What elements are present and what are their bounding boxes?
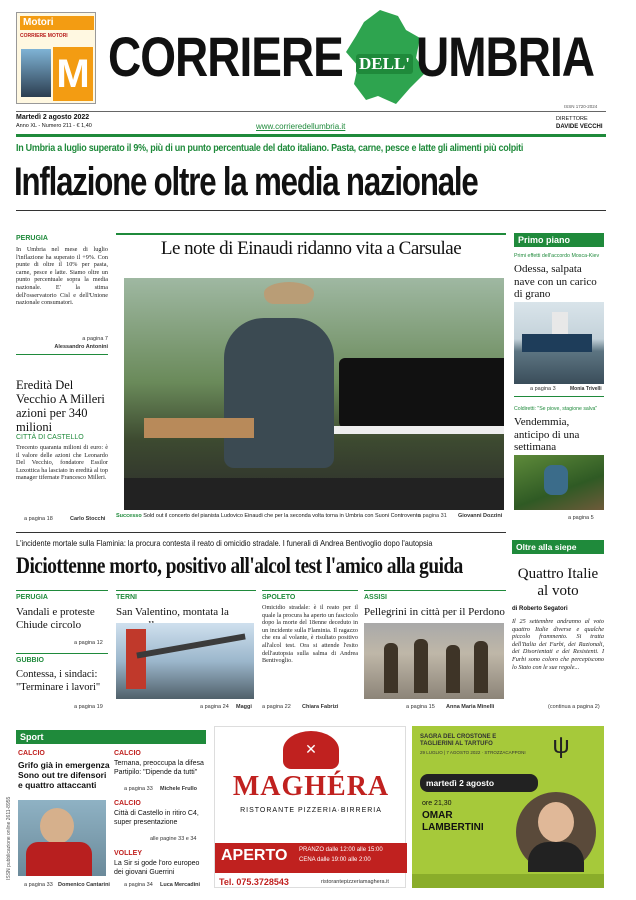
marimba-shape — [144, 418, 254, 438]
grifo-photo — [18, 800, 106, 876]
right-kicker2: Coldiretti: "Se piove, stagione salva" — [514, 406, 598, 412]
issue-date: Martedì 2 agosto 2022 — [16, 114, 90, 121]
primo-piano-tab[interactable]: Primo piano — [514, 233, 604, 247]
einaudi-photo — [124, 278, 504, 510]
passerella-photo — [116, 623, 254, 699]
sport-c-ref[interactable]: alle pagine 33 e 34 — [150, 836, 197, 842]
c1b-sec: GUBBIO — [16, 657, 44, 664]
mid-headline[interactable]: Diciottenne morto, positivo all'alcol test l'amico alla guida — [16, 553, 463, 578]
sport-d-hl[interactable]: La Sir si gode l'oro europeo dei giovani Guerrini — [114, 860, 200, 876]
logo-corriere: CORRIERE — [108, 25, 343, 89]
sport-b-sec: CALCIO — [114, 750, 141, 757]
c3-rule — [262, 590, 358, 591]
sport-b-hl[interactable]: Ternana, preoccupa la difesa Partipilo: "Dipende da tutti" — [114, 760, 204, 776]
bridge-beam — [136, 633, 245, 658]
piano-keys — [334, 426, 504, 434]
c3-sec: SPOLETO — [262, 594, 296, 601]
left-text1: In Umbria nel mese di luglio l'inflazione ha superato il +9%. Con punte di oltre il 10% per pasta, carne, pesce e latte. Siamo oltre un punto percentuale sopra la media nazionale. E' la stima dell'osservatorio Cisl e dell'Unione nazionale consumatori. — [16, 246, 108, 307]
maghera-name: MAGHÉRA — [232, 771, 390, 802]
fork-icon: ψ — [552, 732, 570, 759]
right-rule — [514, 396, 604, 397]
left-text2: Trecento quaranta milioni di euro: è il valore delle azioni che Leonardo Del Vecchio, fondatore Essilor Luxottica ha lasciato in eredità al top manager tifernate Francesco Milleri. — [16, 444, 108, 482]
paper-logo[interactable] — [104, 18, 604, 98]
c1b-rule — [16, 653, 108, 654]
stage-floor — [124, 478, 504, 510]
right-ref1-author: Monia Trivelli — [570, 386, 602, 392]
oltre-ref[interactable]: (continua a pagina 2) — [548, 704, 600, 710]
piano-body — [339, 358, 504, 428]
center-headline[interactable]: Le note di Einaudi ridanno vita a Carsulae — [160, 238, 462, 259]
left-ref2-page[interactable]: a pagina 18 — [24, 516, 53, 522]
sport-a-hl[interactable]: Grifo già in emergenza Sono out tre difensori e quattro attaccanti — [18, 760, 110, 790]
masthead-green-rule — [16, 134, 606, 137]
maghera-site[interactable]: ristorantepizzeriamaghera.it — [321, 879, 389, 885]
c4-ref-author: Anna Maria Minelli — [446, 704, 495, 710]
c1-ref[interactable]: a pagina 12 — [74, 640, 103, 646]
website-link[interactable]: www.corrieredellumbria.it — [256, 122, 346, 131]
c1-sec: PERUGIA — [16, 594, 48, 601]
right-ref1-page[interactable]: a pagina 3 — [530, 386, 556, 392]
sport-b-ref-author: Michele Frullo — [160, 786, 197, 792]
sagra-date-badge: martedì 2 agosto — [420, 774, 538, 792]
oltre-author: di Roberto Segatori — [512, 606, 568, 612]
sport-a-sec: CALCIO — [18, 750, 45, 757]
logo-umbria: UMBRIA — [416, 25, 594, 89]
lead-rule — [16, 210, 606, 211]
sport-b-ref-page[interactable]: a pagina 33 — [124, 786, 153, 792]
coach-head — [40, 808, 74, 844]
left-hl2[interactable]: Eredità Del Vecchio A Milleri azioni per 340 milioni — [16, 378, 105, 434]
sport-d-ref-page[interactable]: a pagina 34 — [124, 882, 153, 888]
lead-headline[interactable]: Inflazione oltre la media nazionale — [14, 160, 478, 204]
c3-text: Omicidio stradale: è il reato per il quale la procura ha aperto un fascicolo dopo la morte del 18enne deceduto in un incidente sulla Flaminia. Il ragazzo che era al volante, è risultato positivo all'alcol test. Ora si attende l'esito dell'autopsia sulla salma di Andrea Bentivoglio. — [262, 604, 358, 665]
sport-tab[interactable]: Sport — [16, 730, 206, 744]
c1b-hl[interactable]: Contessa, i sindaci: "Terminare i lavori" — [16, 669, 101, 693]
coach-shirt — [26, 842, 92, 876]
friar-figure-3 — [446, 645, 460, 693]
mid-kicker: L'incidente mortale sulla Flaminia: la procura contesta il reato di omicidio stradale. I funerali di Andrea Bentivoglio dopo l'autopsia — [16, 538, 433, 548]
left-sec2: CITTÀ DI CASTELLO — [16, 434, 84, 441]
caption-label: Successo — [116, 513, 142, 519]
sagra-footer — [412, 874, 604, 888]
sagra-ad[interactable] — [412, 726, 604, 888]
motori-badge[interactable] — [16, 12, 96, 104]
hat-shape — [264, 282, 314, 304]
oltre-tab[interactable]: Oltre alla siepe — [512, 540, 604, 554]
c2-hl[interactable]: San Valentino, montata la — [116, 606, 229, 618]
motori-title: Motori — [20, 16, 94, 30]
c1-hl[interactable]: Vandali e proteste Chiude circolo — [16, 606, 95, 631]
maghera-ad[interactable] — [214, 726, 406, 888]
c2-ref-page[interactable]: a pagina 24 — [200, 704, 229, 710]
center-ref-author: Giovanni Dozzini — [458, 513, 503, 519]
center-ref-page[interactable]: a pagina 31 — [418, 513, 447, 519]
crane-shape — [126, 629, 146, 689]
cutlery-icon: ✕ — [305, 741, 317, 757]
center-caption — [116, 513, 516, 519]
c3-ref-page[interactable]: a pagina 22 — [262, 704, 291, 710]
c1b-ref[interactable]: a pagina 19 — [74, 704, 103, 710]
artist-photo — [516, 792, 596, 872]
ship-bridge — [552, 312, 568, 334]
maghera-sub: RISTORANTE PIZZERIA·BIRRERIA — [240, 807, 382, 814]
right-kicker1: Primi effetti dell'accordo Mosca-Kiev — [514, 253, 600, 259]
sport-d-ref-author: Luca Mercadini — [160, 882, 201, 888]
maghera-hours1: PRANZO dalle 12:00 alle 15:00 — [299, 847, 383, 853]
left-ref2-author: Carlo Stocchi — [70, 516, 106, 522]
sport-c-hl[interactable]: Città di Castello in ritiro C4, super presentazione — [114, 810, 199, 826]
sport-a-ref-author: Domenico Cantarini — [58, 882, 110, 888]
c1-rule — [16, 590, 108, 591]
left-sec1: PERUGIA — [16, 235, 48, 242]
mid-rule — [16, 532, 506, 533]
sagra-time: ore 21,30 — [422, 800, 452, 807]
artist-jacket — [528, 842, 584, 872]
sport-d-sec: VOLLEY — [114, 850, 143, 857]
issue-number: Anno XL - Numero 211 - € 1,40 — [16, 123, 92, 129]
pianist-figure — [224, 318, 334, 468]
motori-m-logo: M — [53, 47, 93, 101]
masthead-rule — [16, 111, 606, 112]
maghera-phone: Tel. 075.3728543 — [219, 877, 289, 887]
maghera-hours2: CENA dalle 19:00 alle 2:00 — [299, 857, 371, 863]
issn: ISSN 1720-2024 — [564, 104, 598, 109]
c4-hl[interactable]: Pellegrini in città per il Perdono — [364, 606, 505, 618]
artist-face — [538, 802, 574, 842]
ship-photo — [514, 302, 604, 384]
director-label: DIRETTORE — [556, 116, 588, 122]
sport-a-ref-page[interactable]: a pagina 33 — [24, 882, 53, 888]
c4-ref-page[interactable]: a pagina 15 — [406, 704, 435, 710]
c2-ref-author: Maggi — [236, 704, 252, 710]
right-hl1[interactable]: Odessa, salpata nave con un carico di grano — [514, 263, 597, 300]
c2-rule — [116, 590, 256, 591]
director-name: DAVIDE VECCHI — [556, 124, 603, 130]
oltre-hl[interactable]: Quattro Italie al voto — [517, 566, 599, 599]
pellegrini-photo — [364, 623, 504, 699]
c4-sec: ASSISI — [364, 594, 387, 601]
motori-sub: CORRIERE MOTORI — [20, 33, 68, 39]
vineyard-photo — [514, 455, 604, 510]
c2-sec: TERNI — [116, 594, 137, 601]
side-issn: ISSN pubblicazione online 2611-8955 — [6, 796, 12, 880]
maghera-open: APERTO — [221, 847, 288, 864]
oltre-text: Il 25 settembre andranno al voto quattro Italie diverse e qualche piccolo frammento. Si tratta dell'Italia dei Furbi, dei Razionali, dei Disorientati e dei Resistenti. I Furbi sono coloro che percepiscono lo Stato con le sue regole... — [512, 618, 604, 671]
sagra-title: SAGRA DEL CROSTONE E TAGLIERINI AL TARTUFO — [420, 734, 497, 747]
ship-hull — [522, 334, 592, 352]
left-ref1-page[interactable]: a pagina 7 — [82, 336, 108, 342]
lead-kicker: In Umbria a luglio superato il 9%, più di un punto percentuale del dato italiano. Pasta, carne, pesce e latte gli alimenti più colpiti — [16, 143, 524, 154]
worker-figure — [544, 465, 568, 495]
motori-car-image — [21, 49, 51, 97]
caption-text: Sold out il concerto del pianista Ludovico Einaudi che per la seconda volta torna in Umbria con Suoni Controvento — [143, 513, 421, 519]
center-top-rule — [116, 233, 506, 235]
sagra-artist1: OMAR — [422, 810, 453, 821]
sport-c-sec: CALCIO — [114, 800, 141, 807]
left-rule1 — [16, 354, 108, 355]
c3-ref-author: Chiara Fabrizi — [302, 704, 339, 710]
right-hl2[interactable]: Vendemmia, anticipo di una settimana — [514, 416, 580, 453]
logo-dell: DELL' — [356, 54, 413, 74]
sagra-artist2: LAMBERTINI — [422, 822, 484, 833]
left-ref1-author: Alessandro Antonini — [54, 344, 108, 350]
friar-figure-2 — [414, 639, 428, 693]
friar-figure-1 — [384, 643, 398, 693]
right-ref2-page[interactable]: a pagina 5 — [568, 515, 594, 521]
c4-rule — [364, 590, 506, 591]
sagra-dates: 29 LUGLIO | 7 AGOSTO 2022 · STROZZACAPPONI — [420, 750, 526, 755]
friar-figure-4 — [474, 641, 488, 693]
